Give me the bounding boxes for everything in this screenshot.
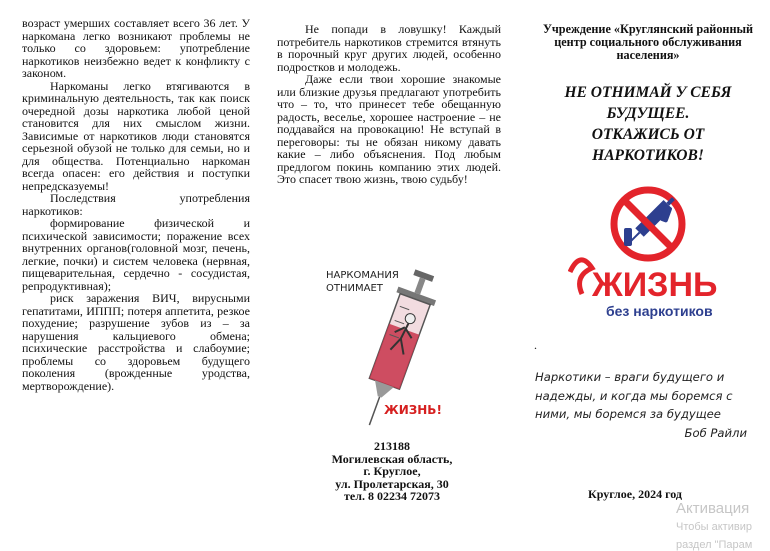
quote-line: надежды, и когда мы боремся с (535, 388, 733, 403)
quote (535, 368, 767, 442)
slogan-line: НАРКОТИКОВ! (592, 147, 704, 164)
watermark-line: раздел "Парам (676, 539, 753, 551)
slogan-line: ОТКАЖИСЬ ОТ (591, 126, 705, 143)
address-block (318, 440, 466, 503)
no-syringe-icon (614, 190, 682, 258)
stray-dot: . (534, 338, 537, 352)
paragraph: Даже если твои хорошие знакомые или близкие друзья предлагают употребить что – то, что принесет тебе обещанную радость, веселье, хорошее настроение – не поддавайся на провокацию! Не вступай в переговоры: ты не обязан никому давать какие – либо объяснения. Под любым предлогом покинь компанию этих людей. Это спасет твою жизнь, твою судьбу! (277, 72, 501, 186)
watermark-title: Активация (676, 500, 750, 517)
address-city: г. Круглое, (363, 464, 421, 479)
middle-column (277, 0, 501, 186)
paragraph: риск заражения ВИЧ, вирусными гепатитами, ИППП; потеря аппетита, резкое похудение; разрушение зубов из – за нарушения кальциевого обмена; психические расстройства и слабоумие; проблемы со здоровьем будущего поколения (врожденные уродства, мертворождение). (22, 291, 250, 393)
consequences-heading: Последствия употребления наркотиков: (22, 191, 250, 218)
slogan-line: БУДУЩЕЕ. (606, 105, 690, 122)
illustration-caption-middle: ОТНИМАЕТ (326, 283, 383, 294)
paragraph: формирование физической и психической зависимости; поражение всех внутренних органов(головной мозг, печень, легкие, почки) и систем человека (нервная, пищеварительная, сердечно - сосудистая, репродуктивная); (22, 216, 250, 293)
logo-word: ЖИЗНЬ (592, 266, 718, 304)
paragraph: Наркоманы легко втягиваются в криминальную деятельность, так как поиск очередной дозы наркотика любой ценой становится для них смыслом жизни. Зависимые от наркотиков люди становятся серьезной обузой не только для семьи, но и для общества. Потенциально наркоман всегда опасен: его действия и поступки непредсказуемы! (22, 78, 250, 193)
quote-line: ними, мы боремся за будущее (535, 407, 721, 421)
syringe-illustration (316, 266, 466, 436)
organization-name: Учреждение «Круглянский районный центр социального обслуживания населения» (542, 22, 754, 62)
illustration-caption-top: НАРКОМАНИЯ (326, 270, 399, 281)
watermark-line: Чтобы активир (676, 521, 752, 533)
slogan-line: НЕ ОТНИМАЙ У СЕБЯ (564, 84, 732, 101)
paragraph: возраст умерших составляет всего 36 лет. У наркомана легко возникают проблемы не только со здоровьем: употребление наркотиков неизбежно ведет к конфликту с законом. (22, 16, 250, 80)
address-region: Могилевская область, (331, 451, 453, 466)
heart-swoosh-icon (570, 260, 592, 294)
quote-line: Наркотики – враги будущего и (535, 370, 725, 384)
right-column (530, 0, 766, 166)
slogan (530, 82, 766, 166)
address-street: ул. Пролетарская, 30 (335, 476, 449, 491)
left-column (22, 0, 250, 392)
left-text (22, 17, 250, 392)
activation-watermark (676, 500, 752, 551)
postal-code: 213188 (374, 439, 410, 453)
middle-text (277, 23, 501, 186)
no-drugs-logo (568, 184, 728, 330)
quote-author: Боб Райли (684, 425, 747, 440)
logo-subtitle: без наркотиков (606, 303, 713, 319)
illustration-caption-bottom: ЖИЗНЬ! (384, 403, 442, 417)
paragraph: Не попади в ловушку! Каждый потребитель наркотиков стремится втянуть в порочный круг других людей, особенно подростков и молодежь. (277, 22, 501, 74)
address-phone: тел. 8 02234 72073 (344, 489, 440, 504)
place-year: Круглое, 2024 год (588, 487, 682, 501)
